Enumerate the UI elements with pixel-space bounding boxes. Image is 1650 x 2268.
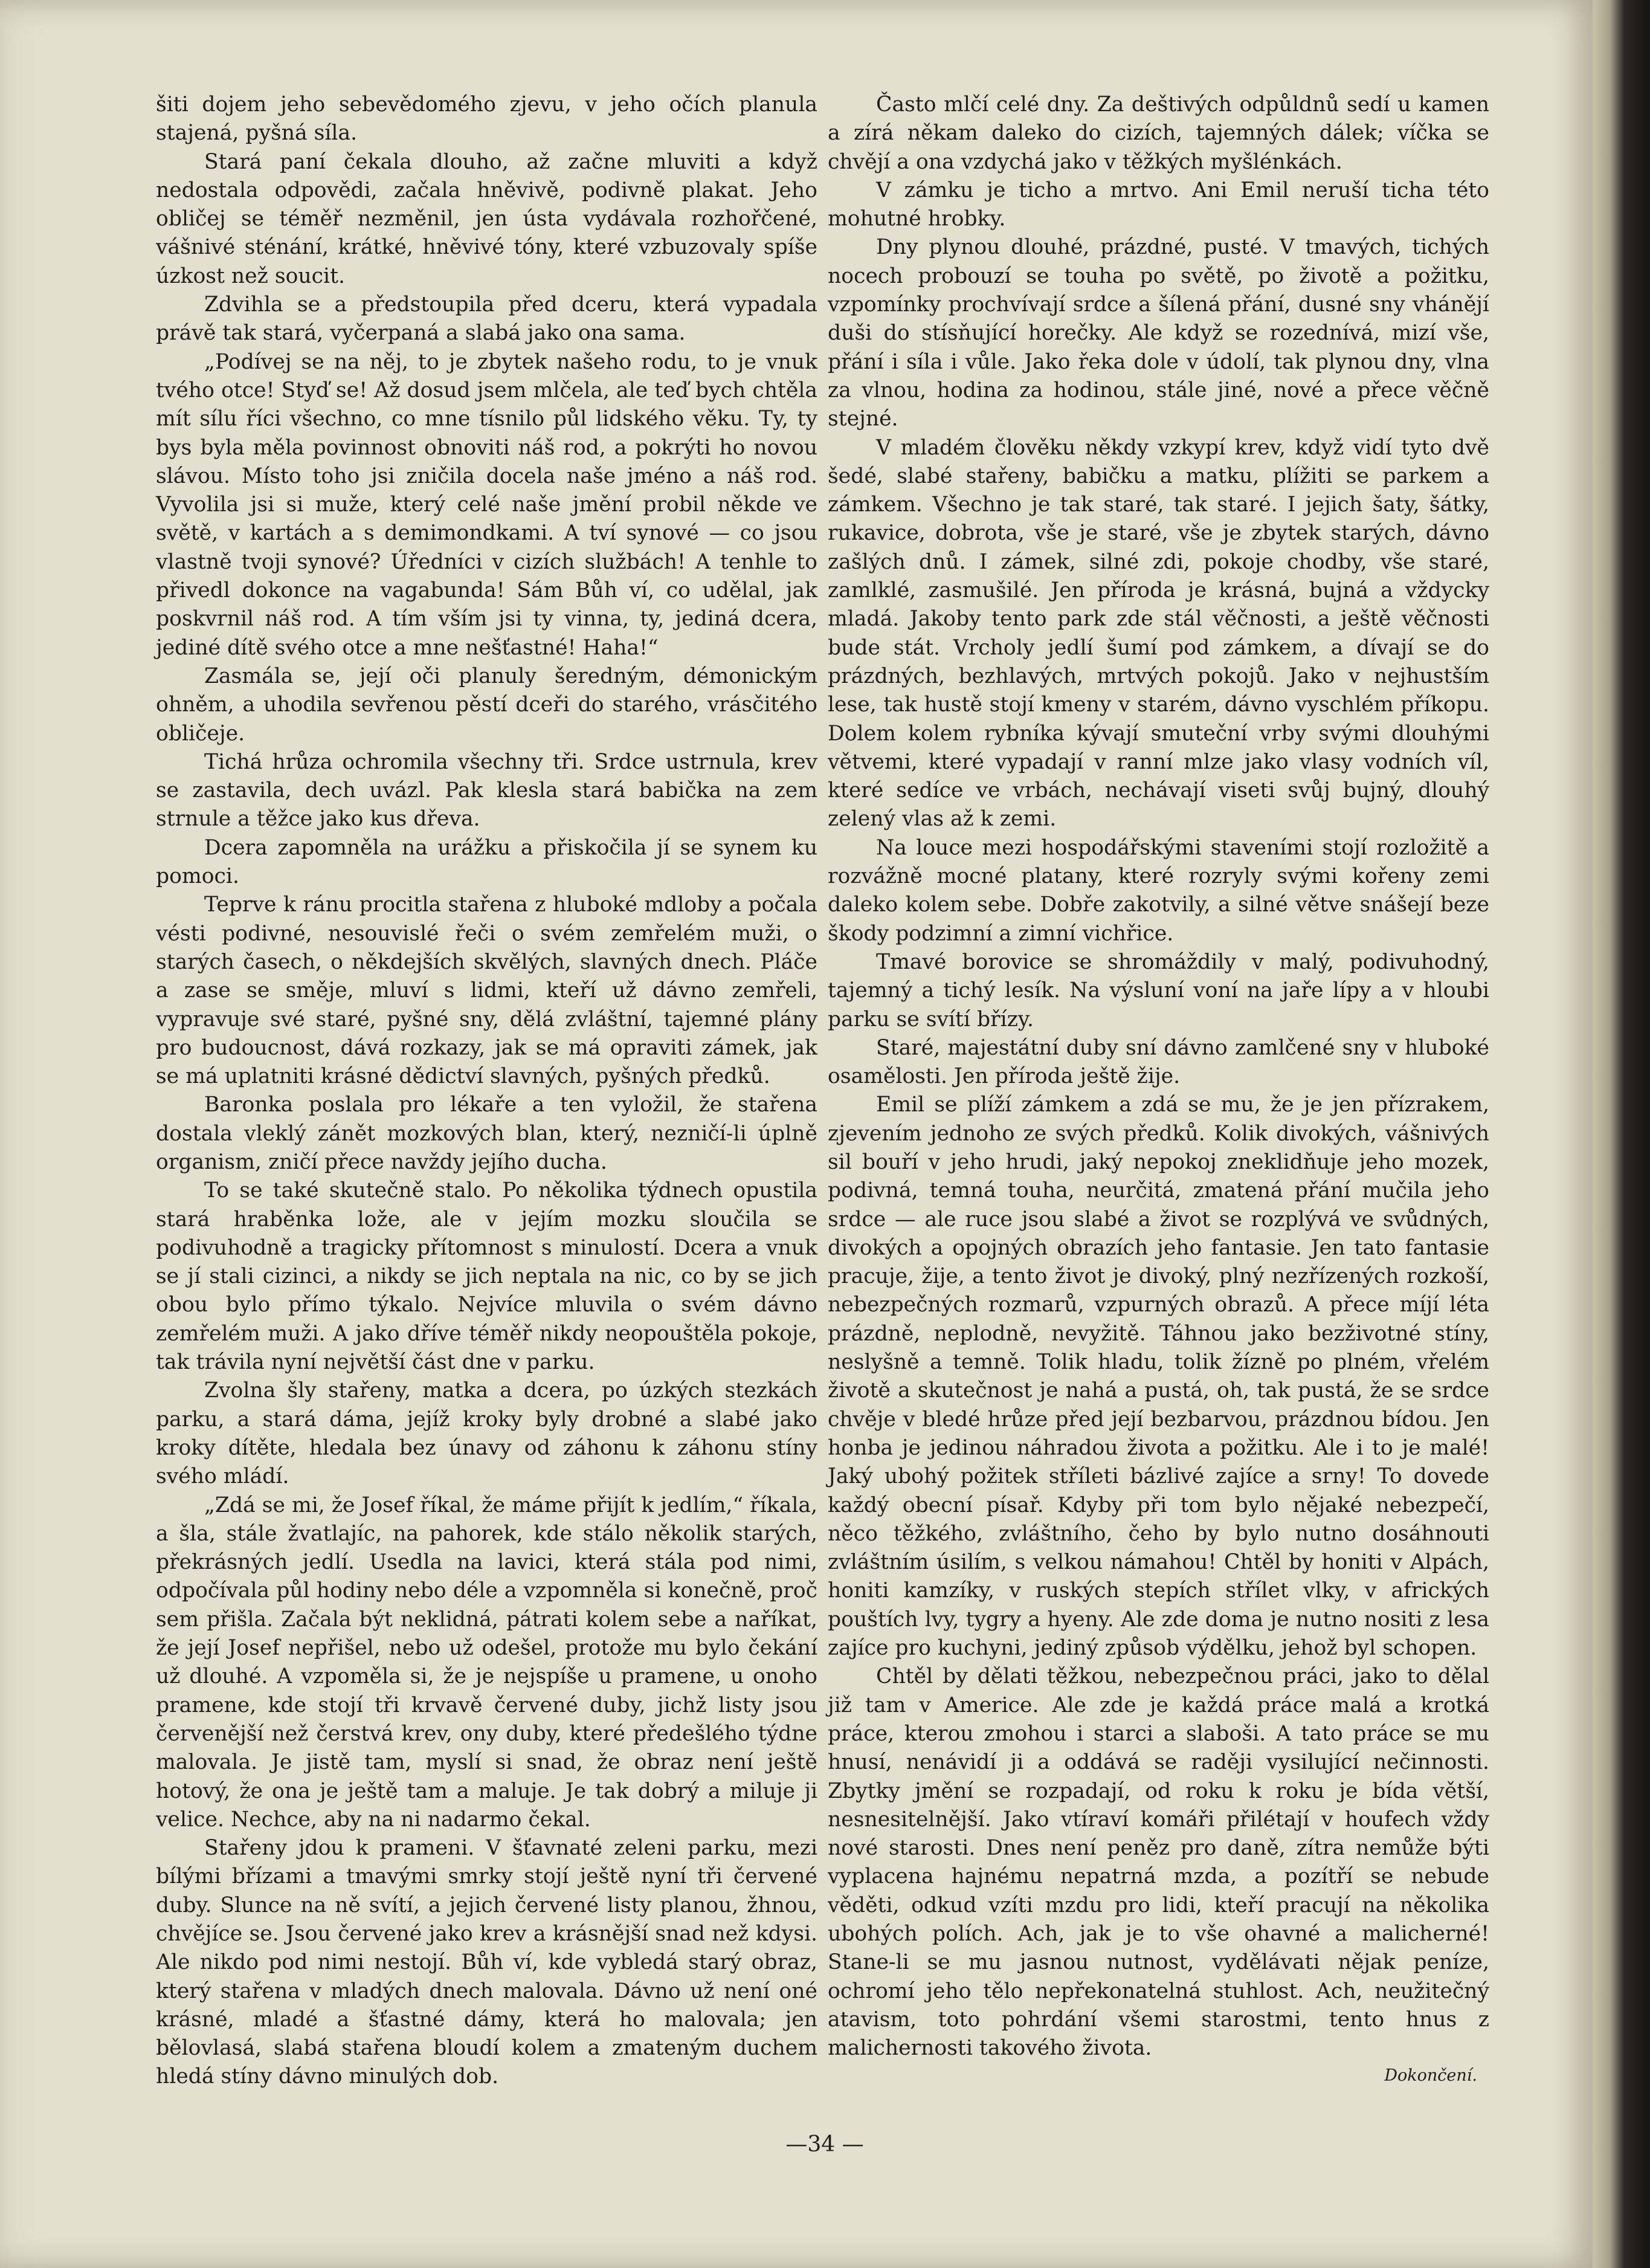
paragraph: V zámku je ticho a mrtvo. Ani Emil neruší ticha této mohutné hrobky. (828, 178, 1489, 231)
continuation-note: Dokončení. (1384, 2066, 1477, 2085)
paragraph: Teprve k ránu procitla stařena z hluboké mdloby a počala vésti podivné, nesouvislé řeči o svém zemřelém muži, o starých časech, o někdejších skvělých, slavných dnech. Pláče a zase se směje, mluví s lidmi, kteří už dávno zemřeli, vypravuje své staré, pyšné sny, dělá zvláštní, tajemné plány pro budoucnost, dává rozkazy, jak se má opraviti zámek, jak se má uplatniti krásné dědictví slavných, pyšných předků. (156, 893, 817, 1089)
paragraph: Zvolna šly stařeny, matka a dcera, po úzkých stezkách parku, a stará dáma, jejíž kroky byly drobné a slabé jako kroky dítěte, hledala bez únavy od záhonu k záhonu stíny svého mládí. (156, 1378, 817, 1489)
paragraph: Stará paní čekala dlouho, až začne mluviti a když nedostala odpovědi, začala hněvivě, podivně plakat. Jeho obličej se téměř nezměnil, jen ústa vydávala rozhořčené, vášnivé sténání, krátké, hněvivé tóny, které vzbuzovaly spíše úzkost než soucit. (156, 149, 817, 288)
paragraph: Tichá hrůza ochromila všechny tři. Srdce ustrnula, krev se zastavila, dech uvázl. Pak klesla stará babička na zem strnule a těžce jako kus dřeva. (156, 749, 817, 832)
paragraph: Tmavé borovice se shromáždily v malý, podivuhodný, tajemný a tichý lesík. Na výsluní voní na jaře lípy a v hloubi parku se svítí břízy. (828, 949, 1489, 1032)
paragraph: Často mlčí celé dny. Za deštivých odpůldnů sedí u kamen a zírá někam daleko do cizích, tajemných dálek; víčka se chvějí a ona vzdychá jako v těžkých myšlénkách. (828, 92, 1489, 174)
paragraph: V mladém člověku někdy vzkypí krev, když vidí tyto dvě šedé, slabé stařeny, babičku a matku, plížiti se parkem a zámkem. Všechno je tak staré, tak staré. I jejich šaty, šátky, rukavice, dobrota, vše je staré, vše je zbytek starých, dávno zašlých dnů. I zámek, silné zdi, pokoje chodby, vše staré, zamlklé, zasmušilé. Jen příroda je krásná, bujná a vždycky mladá. Jakoby tento park zde stál věčnosti, a ještě věčnosti bude stát. Vrcholy jedlí šumí pod zámkem, a dívají se do prázdných, bezhlavých, mrtvých pokojů. Jako v nejhustším lese, tak hustě stojí kmeny v starém, dávno vyschlém příkopu. Dolem kolem rybníka kývají smuteční vrby svými dlouhými větvemi, které vypadají v ranní mlze jako vlasy vodních víl, které sedíce ve vrbách, nechávají viseti svůj bujný, dlouhý zelený vlas až k zemi. (828, 435, 1489, 832)
text-column-left (156, 91, 817, 2092)
paragraph: Staré, majestátní duby sní dávno zamlčené sny v hluboké osamělosti. Jen příroda ještě žije. (828, 1035, 1489, 1089)
text-column-right (828, 91, 1489, 2088)
paragraph: Chtěl by dělati těžkou, nebezpečnou práci, jako to dělal již tam v Americe. Ale zde je každá práce malá a krotká práce, kterou zmohou i starci a slaboši. A tato práce se mu hnusí, nenávidí ji a oddává se raději vysilující nečinnosti. Zbytky jmění se rozpadají, od roku k roku je bída větší, nesnesitelnější. Jako vtíraví komáři přilétají v houfech vždy nové starosti. Dnes není peněz pro daně, zítra nemůže býti vyplacena hajnému nepatrná mzda, a pozítří se nebude věděti, odkud vzíti mzdu pro lidi, kteří pracují na několika ubohých polích. Ach, jak je to vše ohavné a malicherné! Stane-li se mu jasnou nutnost, vydělávati nějak peníze, ochromí jeho tělo nepřekonatelná stuhlost. Ach, neužitečný atavism, toto pohrdání všemi starostmi, tento hnus z malichernosti takového života. (828, 1664, 1489, 2061)
paragraph: „Zdá se mi, že Josef říkal, že máme přijít k jedlím,“ říkala, a šla, stále žvatlajíc, na pahorek, kde stálo několik starých, překrásných jedlí. Usedla na lavici, která stála pod nimi, odpočívala půl hodiny nebo déle a vzpomněla si konečně, proč sem přišla. Začala být neklidná, pátrati kolem sebe a naříkat, že její Josef nepřišel, nebo už odešel, protože mu bylo čekání už dlouhé. A vzpoměla si, že je nejspíše u pramene, u onoho pramene, kde stojí tři krvavě červené duby, jichž listy jsou červenější než čerstvá krev, ony duby, které předešlého týdne malovala. Je jistě tam, myslí si snad, že obraz není ještě hotový, že ona je ještě tam a maluje. Je tak dobrý a miluje ji velice. Nechce, aby na ni nadarmo čekal. (156, 1493, 817, 1832)
paragraph: Dny plynou dlouhé, prázdné, pusté. V tmavých, tichých nocech probouzí se touha po světě, po životě a požitku, vzpomínky prochvívají srdce a šílená přání, dusné sny vhánějí duši do stísňující horečky. Ale když se rozednívá, mizí vše, přání i síla i vůle. Jako řeka dole v údolí, tak plynou dny, vlna za vlnou, hodina za hodinou, stále jiné, nové a přece věčně stejné. (828, 235, 1489, 431)
paragraph: „Podívej se na něj, to je zbytek našeho rodu, to je vnuk tvého otce! Styď se! Až dosud jsem mlčela, ale teď bych chtěla mít sílu říci všechno, co mne tísnilo půl lidského věku. Ty, ty bys byla měla povinnost obnoviti náš rod, a pokrýti ho novou slávou. Místo toho jsi zničila docela naše jméno a náš rod. Vyvolila jsi si muže, který celé naše jmění probil někde ve světě, v kartách a s demimondkami. A tví synové — co jsou vlastně tvoji synové? Úředníci v cizích službách! A tenhle to přivedl dokonce na vagabunda! Sám Bůh ví, co udělal, jak poskvrnil náš rod. A tím vším jsi ty vinna, ty, jediná dcera, jediné dítě svého otce a mne nešťastné! Haha!“ (156, 349, 817, 660)
paragraph: Dcera zapomněla na urážku a přiskočila jí se synem ku pomoci. (156, 835, 817, 889)
paragraph: Na louce mezi hospodářskými staveními stojí rozložitě a rozvážně mocné platany, které rozryly svými kořeny zemi daleko kolem sebe. Dobře zakotvily, a silné větve snášejí beze škody podzimní a zimní vichřice. (828, 835, 1489, 946)
paragraph: šiti dojem jeho sebevědomého zjevu, v jeho očích planula stajená, pyšná síla. (156, 92, 817, 146)
page-number: —34 — (785, 2132, 864, 2157)
page-edge (1593, 0, 1650, 2268)
paragraph: Stařeny jdou k prameni. V šťavnaté zeleni parku, mezi bílými břízami a tmavými smrky stojí ještě nyní tři červené duby. Slunce na ně svítí, a jejich červené listy planou, žhnou, chvějíce se. Jsou červené jako krev a krásnější snad než kdysi. Ale nikdo pod nimi nestojí. Bůh ví, kde vybledá starý obraz, který stařena v mladých dnech malovala. Dávno už není oné krásné, mladé a šťastné dámy, která ho malovala; jen bělovlasá, slabá stařena bloudí kolem a zmateným duchem hledá stíny dávno minulých dob. (156, 1836, 817, 2089)
paragraph: To se také skutečně stalo. Po několika týdnech opustila stará hraběnka lože, ale v jejím mozku sloučila se podivuhodně a tragicky přítomnost s minulostí. Dcera a vnuk se jí stali cizinci, a nikdy se jich neptala na nic, co by se jich obou bylo přímo týkalo. Nejvíce mluvila o svém dávno zemřelém muži. A jako dříve téměř nikdy neopouštěla pokoje, tak trávila nyní největší část dne v parku. (156, 1178, 817, 1375)
paragraph: Baronka poslala pro lékaře a ten vyložil, že stařena dostala vleklý zánět mozkových blan, který, nezničí-li úplně organism, zničí přece navždy jejího ducha. (156, 1093, 817, 1174)
paragraph: Emil se plíží zámkem a zdá se mu, že je jen přízrakem, zjevením jednoho ze svých předků. Kolik divokých, vášnivých sil bouří v jeho hrudi, jaký nepokoj zneklidňuje jeho mozek, podivná, temná touha, neurčitá, zmatená přání mučila jeho srdce — ale ruce jsou slabé a život se rozplývá ve svůdných, divokých a opojných obrazích jeho fantasie. Jen tato fantasie pracuje, žije, a tento život je divoký, plný nezřízených rozkoší, nebezpečných rozmarů, vzpurných obrazů. A přece míjí léta prázdně, neplodně, nevyžitě. Táhnou jako bezživotné stíny, neslyšně a temně. Tolik hladu, tolik žízně po plném, vřelém životě a skutečnost je nahá a pustá, oh, tak pustá, že se srdce chvěje v bledé hrůze před její bezbarvou, prázdnou bídou. Jen honba je jedinou náhradou života a požitku. Ale i to je malé! Jaký ubohý požitek stříleti bázlivé zajíce a srny! To dovede každý obecní písař. Kdyby při tom bylo nějaké nebezpečí, něco těžkého, zvláštního, čeho by bylo nutno dosáhnouti zvláštním úsilím, s velkou námahou! Chtěl by honiti v Alpách, honiti kamzíky, v ruských stepích střílet vlky, v afrických pouštích lvy, tygry a hyeny. Ale zde doma je nutno nositi z lesa zajíce pro kuchyni, jediný způsob výdělku, jehož byl schopen. (828, 1093, 1489, 1661)
paragraph: Zdvihla se a předstoupila před dceru, která vypadala právě tak stará, vyčerpaná a slabá jako ona sama. (156, 292, 817, 346)
paragraph: Zasmála se, její oči planuly šeredným, démonickým ohněm, a uhodila sevřenou pěstí dceři do starého, vrásčitého obličeje. (156, 664, 817, 746)
